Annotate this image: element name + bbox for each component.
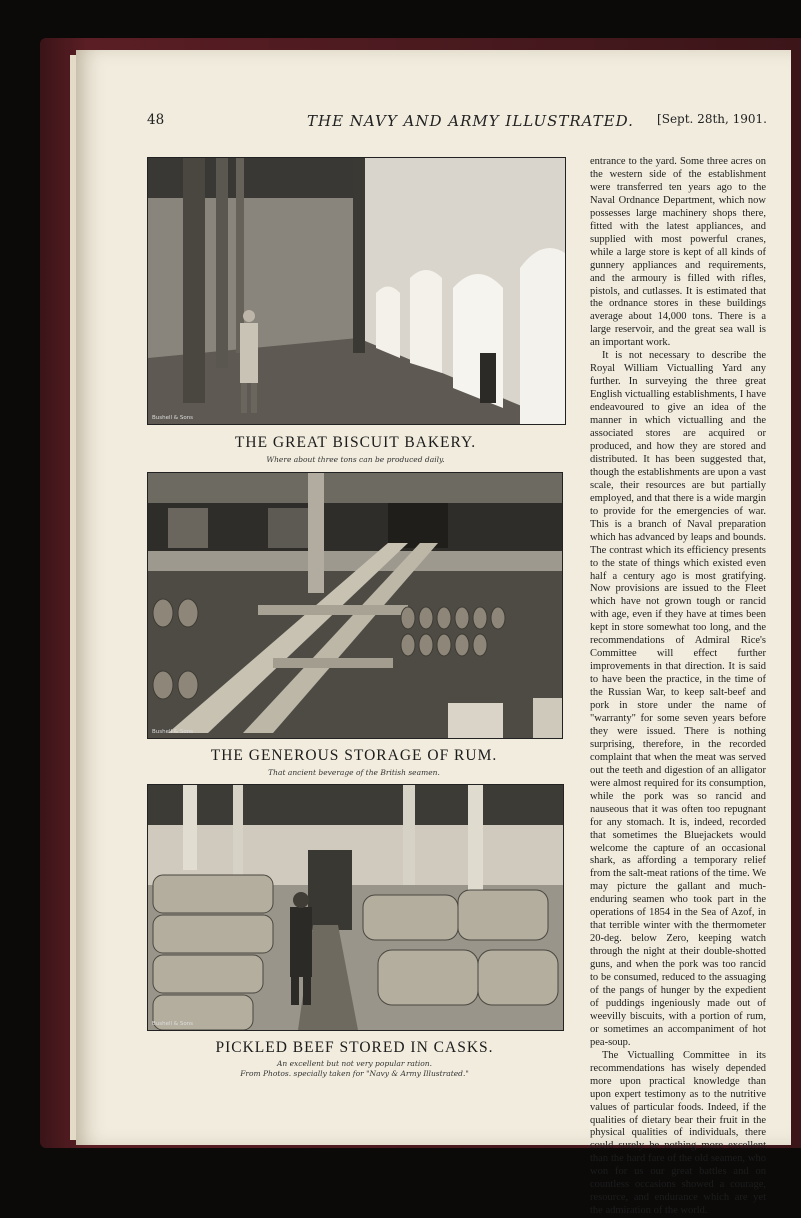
- bakery-scene: [148, 158, 565, 424]
- caption-subtitle: Where about three tons can be produced daily.: [266, 455, 445, 464]
- photo-source-note: From Photos. specially taken for "Navy & Army Illustrated.": [240, 1069, 469, 1078]
- caption-subtitle: That ancient beverage of the British seamen.: [268, 768, 440, 777]
- photo-pickled-beef: [147, 784, 564, 1031]
- caption-title: PICKLED BEEF STORED IN CASKS.: [215, 1039, 494, 1056]
- caption-title: THE GENEROUS STORAGE OF RUM.: [210, 747, 498, 764]
- caption-title: THE GREAT BISCUIT BAKERY.: [234, 434, 477, 451]
- issue-date: [Sept. 28th, 1901.: [657, 112, 767, 126]
- publication-title: THE NAVY AND ARMY ILLUSTRATED.: [307, 112, 634, 130]
- article-paragraph: entrance to the yard. Some three acres on the western side of the establishment were transferred ten years ago to the Naval Ordnance Department, which now possesses large machinery shops there, fitted with the latest appliances, and supplied with most powerful cranes, while a large store is kept of all kinds of gunnery appliances and requirements, and the armoury is filled with rifles, pistols, and cutlasses. It is estimated that the ordnance stores in these buildings average about 14,000 tons. There is a large reservoir, and the great sea wall is an important work.: [590, 156, 766, 349]
- running-head: [147, 112, 767, 132]
- article-column: [590, 156, 766, 1218]
- caption-subtitle: An excellent but not very popular ration.: [276, 1059, 433, 1068]
- article-paragraph: It is not necessary to describe the Royal William Victualling Yard any further. In surveying the three great English victualling establishments, I have endeavoured to give an idea of the manner in which victualling and the associated stores are acquired or produced, and how they are stored and distributed. It has been suggested that, though the establishments are upon a vast scale, their resources are but partially employed, and that there is a wide margin to provide for the emergencies of war. This is a branch of Naval preparation which has advanced by leaps and bounds. The contrast which its efficiency presents to the state of things which existed even half a century ago is most gratifying. Now provisions are issued to the Fleet which have not grown tough or rancid with age, even if they have at times been kept in store somewhat too long, and the recommendations of Admiral Rice's Committee will effect further improvements in that direction. It is said to have been the practice, in the time of the Russian War, to keep salt-beef and pork in store under the name of "warranty" for some seven years before they were issued. There is nothing surprising, therefore, in the recorded complaint that when the meat was served out the teeth and digestion of an alligator were almost required for its consumption, while the pork was so rancid and nauseous that it was often too repugnant for any stomach. It is, indeed, recorded that sometimes the Bluejackets would welcome the capture of an occasional shark, as affording a temporary relief from the salt-meat rations of the time. We may picture the gallant and much-enduring seamen who took part in the operations of 1854 in the Sea of Azof, in that terrible winter with the thermometer 20-deg. below Zero, keeping watch through the night at their double-shotted guns, and when the pork was too rancid to be consumed, reduced to the assuaging of the pangs of hunger by the expedient of puddings ingeniously made out of weevilly biscuits, with a portion of rum, or sometimes an accompaniment of hot pea-soup.: [590, 350, 766, 1048]
- article-paragraph: The Victualling Committee in its recommendations has wisely depended more upon practical knowledge than upon expert testimony as to the nutritive values of particular foods. Indeed, if the qualities of dietary bear their fruit in the physical qualities of individuals, there could surely be nothing more excellent than the hard fare of the old seamen, who won for us our great battles and on countless occasions showed a courage, resource, and endurance which are yet the admiration of the world.: [590, 1049, 766, 1217]
- beef-store-scene: [148, 785, 563, 1030]
- photo-credit: Bushell & Sons: [152, 415, 194, 421]
- photo-credit: Bushell & Sons: [152, 729, 194, 735]
- photo-credit: Bushell & Sons: [152, 1021, 194, 1027]
- photo-rum-storage: [147, 472, 563, 739]
- photo-biscuit-bakery: [147, 157, 566, 425]
- rum-store-scene: [148, 473, 562, 738]
- page-number: 48: [147, 112, 165, 128]
